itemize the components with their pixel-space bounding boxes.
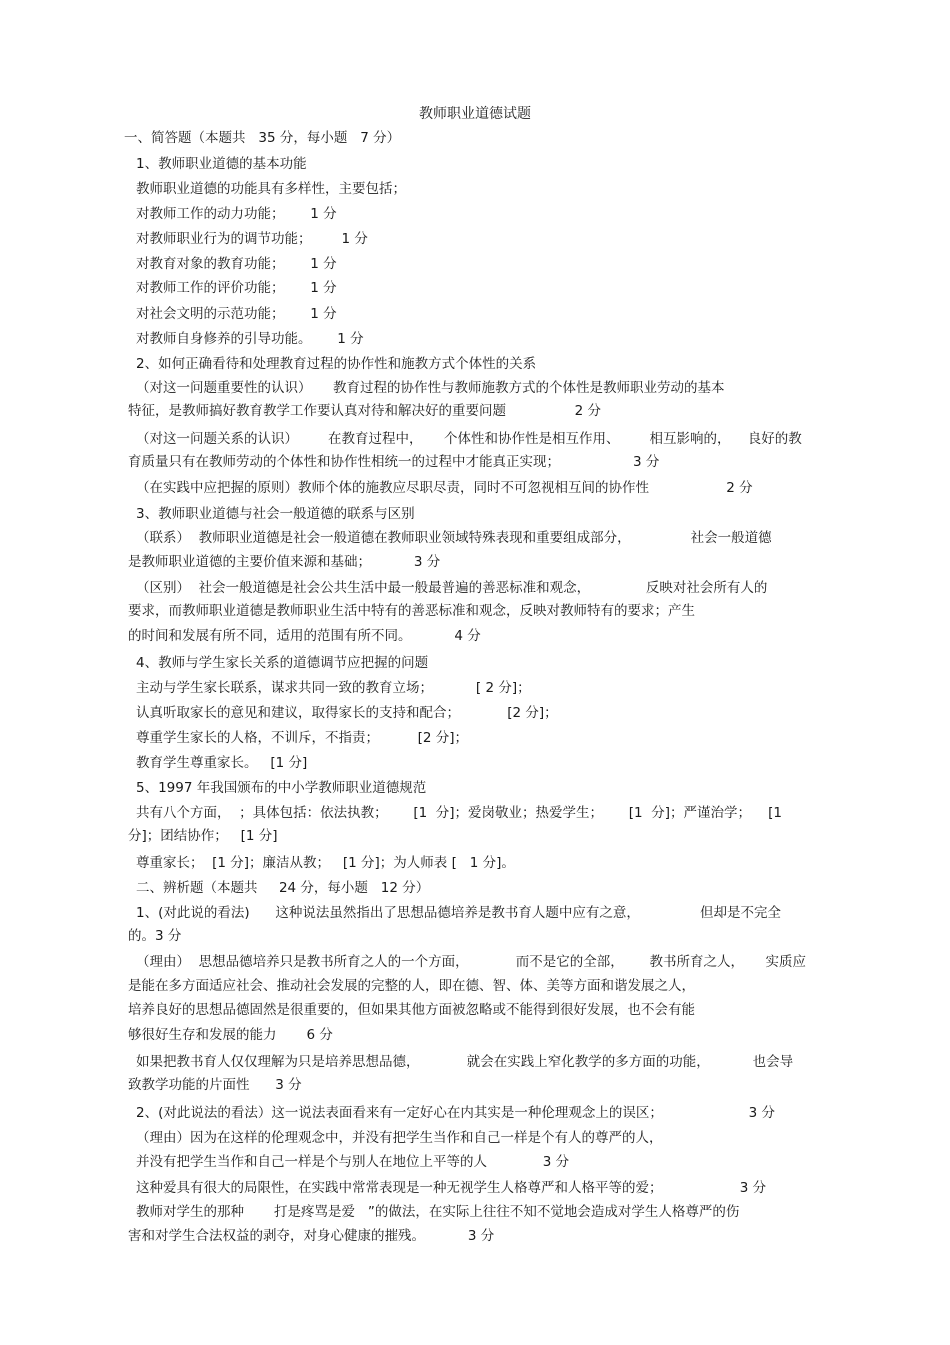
question-heading: 1、教师职业道德的基本功能: [136, 156, 307, 172]
text-line: 是教师职业道德的主要价值来源和基础； 3 分: [128, 554, 441, 570]
text-line: 对教师职业行为的调节功能； 1 分: [136, 231, 368, 247]
text-line: 并没有把学生当作和自己一样是个与别人在地位上平等的人 3 分: [136, 1154, 570, 1170]
text-line: 是能在多方面适应社会、推动社会发展的完整的人，即在德、智、体、美等方面和谐发展之人，: [128, 978, 695, 994]
text-line: （区别） 社会一般道德是社会公共生活中最一般最普遍的善恶标准和观念， 反映对社会所有人的: [136, 580, 768, 596]
text-line: 对社会文明的示范功能； 1 分: [136, 306, 337, 322]
document-title: 教师职业道德试题: [419, 106, 531, 122]
text-line: 害和对学生合法权益的剥夺，对身心健康的摧残。 3 分: [128, 1228, 495, 1244]
question-heading: 2、如何正确看待和处理教育过程的协作性和施教方式个体性的关系: [136, 356, 537, 372]
text-line: 分]；团结协作； [1 分]: [128, 828, 278, 844]
text-line: 这种爱具有很大的局限性，在实践中常常表现是一种无视学生人格尊严和人格平等的爱； 3 分: [136, 1180, 767, 1196]
text-line: 2、(对此说法的看法）这一说法表面看来有一定好心在内其实是一种伦理观念上的误区； 3 分: [136, 1105, 776, 1121]
text-line: 育质量只有在教师劳动的个体性和协作性相统一的过程中才能真正实现； 3 分: [128, 454, 660, 470]
text-line: 特征，是教师搞好教育教学工作要认真对待和解决好的重要问题 2 分: [128, 403, 602, 419]
section-heading: 二、辨析题（本题共 24 分，每小题 12 分）: [136, 880, 430, 896]
text-line: （对这一问题重要性的认识） 教育过程的协作性与教师施教方式的个体性是教师职业劳动的基本: [136, 380, 725, 396]
text-line: 尊重学生家长的人格，不训斥，不指责； [2 分]；: [136, 730, 469, 746]
text-line: 对教育对象的教育功能； 1 分: [136, 256, 337, 272]
text-line: 教师职业道德的功能具有多样性，主要包括；: [136, 181, 406, 197]
text-line: 1、(对此说的看法) 这种说法虽然指出了思想品德培养是教书育人题中应有之意， 但却是不完全: [136, 905, 781, 921]
text-line: 如果把教书育人仅仅理解为只是培养思想品德， 就会在实践上窄化教学的多方面的功能， 也会导: [136, 1054, 794, 1070]
text-line: 培养良好的思想品德固然是很重要的，但如果其他方面被忽略或不能得到很好发展，也不会有能: [128, 1002, 695, 1018]
text-line: 对教师工作的评价功能； 1 分: [136, 280, 337, 296]
text-line: 对教师自身修养的引导功能。 1 分: [136, 331, 364, 347]
text-line: （理由） 思想品德培养只是教书所育之人的一个方面， 而不是它的全部， 教书所育之人， 实质应: [136, 954, 806, 970]
text-line: 的时间和发展有所不同，适用的范围有所不同。 4 分: [128, 628, 481, 644]
section-heading: 一、简答题（本题共 35 分，每小题 7 分）: [124, 130, 401, 146]
text-line: 要求，而教师职业道德是教师职业生活中特有的善恶标准和观念，反映对教师特有的要求；产生: [128, 603, 695, 619]
text-line: （在实践中应把握的原则）教师个体的施教应尽职尽责，同时不可忽视相互间的协作性 2 分: [136, 480, 753, 496]
text-line: （对这一问题关系的认识） 在教育过程中， 个体性和协作性是相互作用、 相互影响的， 良好的教: [136, 431, 802, 447]
text-line: 共有八个方面， ；具体包括：依法执教； [1 分]；爱岗敬业；热爱学生； [1 分]；严谨治学； [1: [136, 805, 783, 821]
text-line: 教师对学生的那种 打是疼骂是爱 ”的做法，在实际上往往不知不觉地会造成对学生人格尊严的伤: [136, 1204, 740, 1220]
text-line: 够很好生存和发展的能力 6 分: [128, 1027, 333, 1043]
text-line: 主动与学生家长联系，谋求共同一致的教育立场； [ 2 分]；: [136, 680, 531, 696]
text-line: 尊重家长； [1 分]；廉洁从教； [1 分]；为人师表 [ 1 分]。: [136, 855, 515, 871]
text-line: 对教师工作的动力功能； 1 分: [136, 206, 337, 222]
text-line: （理由）因为在这样的伦理观念中，并没有把学生当作和自己一样是个有人的尊严的人，: [136, 1130, 663, 1146]
question-heading: 5、1997 年我国颁布的中小学教师职业道德规范: [136, 780, 427, 796]
text-line: 认真听取家长的意见和建议，取得家长的支持和配合； [2 分]；: [136, 705, 558, 721]
question-heading: 3、教师职业道德与社会一般道德的联系与区别: [136, 506, 415, 522]
text-line: （联系） 教师职业道德是社会一般道德在教师职业领域特殊表现和重要组成部分， 社会一般道德: [136, 530, 772, 546]
text-line: 教育学生尊重家长。 [1 分]: [136, 755, 308, 771]
text-line: 的。3 分: [128, 928, 182, 944]
question-heading: 4、教师与学生家长关系的道德调节应把握的问题: [136, 655, 429, 671]
text-line: 致教学功能的片面性 3 分: [128, 1077, 302, 1093]
